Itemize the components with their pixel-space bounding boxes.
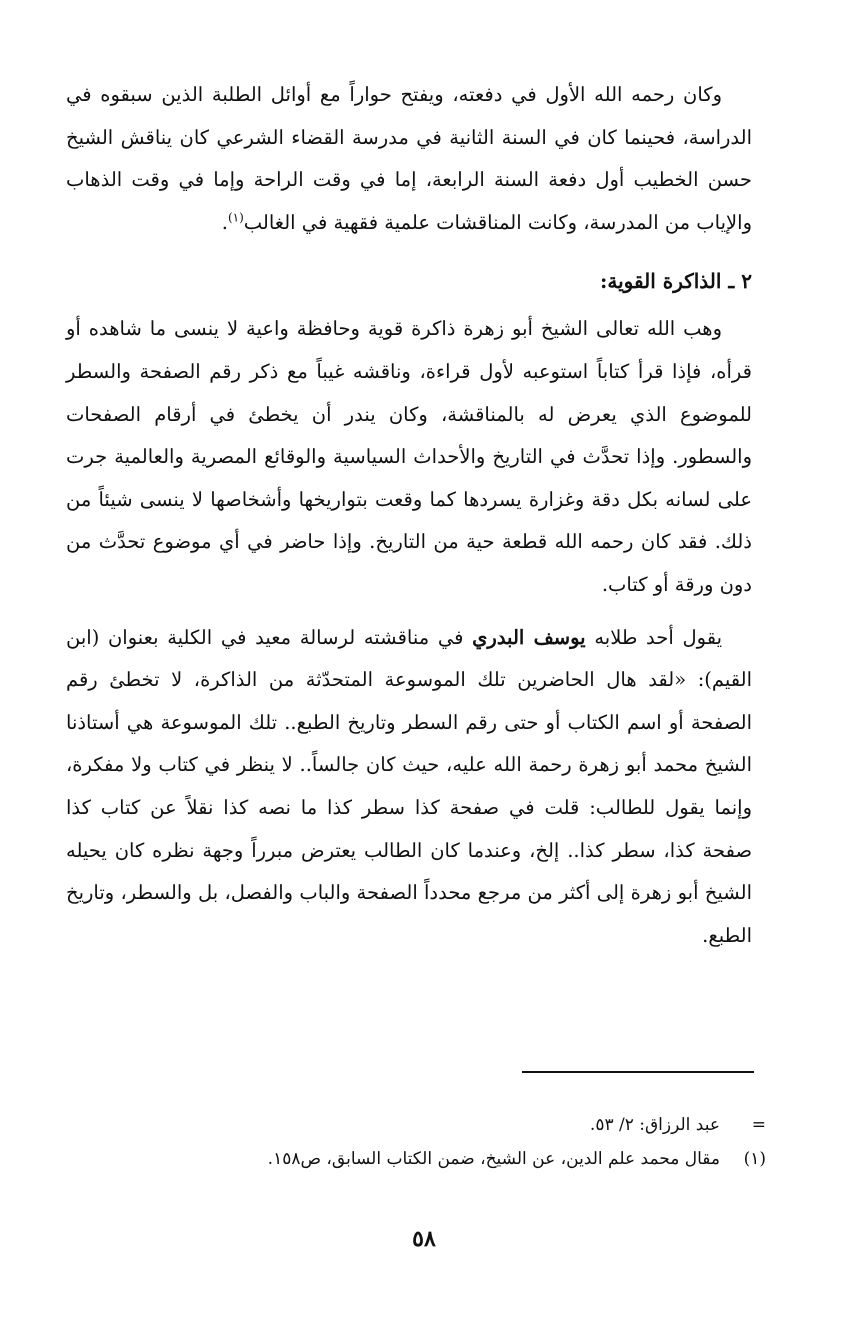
student-name: يوسف البدري [472, 625, 586, 649]
footnote-1 [66, 1142, 766, 1176]
footnote-continued [66, 1108, 766, 1142]
footnote-text: مقال محمد علم الدين، عن الشيخ، ضمن الكتاب السابق، ص١٥٨. [267, 1149, 720, 1169]
paragraph-quote [66, 617, 752, 958]
footnotes [66, 1108, 766, 1176]
paragraph-intro-text: وكان رحمه الله الأول في دفعته، ويفتح حواراً مع أوائل الطلبة الذين سبقوه في الدراسة، فحينما كان في السنة الثانية في مدرسة القضاء الشرعي كان يناقش الشيخ حسن الخطيب أول دفعة السنة الرابعة، إما في وقت الراحة وإما في وقت الذهاب والإياب من المدرسة، وكانت المناقشات علمية فقهية في الغالب [66, 83, 752, 234]
footnote-text: عبد الرزاق: ٢/ ٥٣. [589, 1115, 720, 1135]
page-body [66, 74, 752, 957]
footnote-marker: (١) [743, 1149, 766, 1169]
paragraph-memory: وهب الله تعالى الشيخ أبو زهرة ذاكرة قوية وحافظة واعية لا ينسى ما شاهده أو قرأه، فإذا قرأ كتاباً استوعبه لأول قراءة، وناقشه غيباً مع ذكر رقم الصفحة والسطر للموضوع الذي يعرض له بالمناقشة، وكان يندر أن يخطئ في أرقام الصفحات والسطور. وإذا تحدَّث في التاريخ والأحداث السياسية والوقائع المصرية والعالمية جرت على لسانه بكل دقة وغزارة يسردها كما وقعت بتواريخها وأشخاصها لا ينسى شيئاً من ذلك. فقد كان رحمه الله قطعة حية من التاريخ. وإذا حاضر في أي موضوع تحدَّث من دون ورقة أو كتاب. [66, 317, 752, 596]
footnote-separator [522, 1071, 754, 1073]
paragraph-intro [66, 74, 752, 244]
section-heading: ٢ ـ الذاكرة القوية: [599, 269, 752, 294]
paragraph-intro-end: . [221, 210, 228, 234]
footnote-reference[interactable]: (١) [227, 210, 244, 225]
page-number: ٥٨ [412, 1226, 436, 1252]
paragraph-quote-lead: يقول أحد طلابه [594, 625, 722, 649]
footnote-marker: = [751, 1115, 766, 1135]
paragraph-quote-body: في مناقشته لرسالة معيد في الكلية بعنوان (ابن القيم): «لقد هال الحاضرين تلك الموسوعة المتحدّثة من الذاكرة، لا تخطئ رقم الصفحة أو اسم الكتاب أو حتى رقم السطر وتاريخ الطبع.. تلك الموسوعة هي أستاذنا الشيخ محمد أبو زهرة رحمة الله عليه، حيث كان جالساً.. لا ينظر في كتاب ولا مفكرة، وإنما يقول للطالب: قلت في صفحة كذا سطر كذا ما نصه كذا نقلاً عن كتاب كذا صفحة كذا، سطر كذا.. إلخ، وعندما كان الطالب يعترض مبرراً وجهة نظره كان يحيله الشيخ أبو زهرة إلى أكثر من مرجع محدداً الصفحة والباب والفصل، بل والسطر، وتاريخ الطبع. [66, 625, 752, 947]
